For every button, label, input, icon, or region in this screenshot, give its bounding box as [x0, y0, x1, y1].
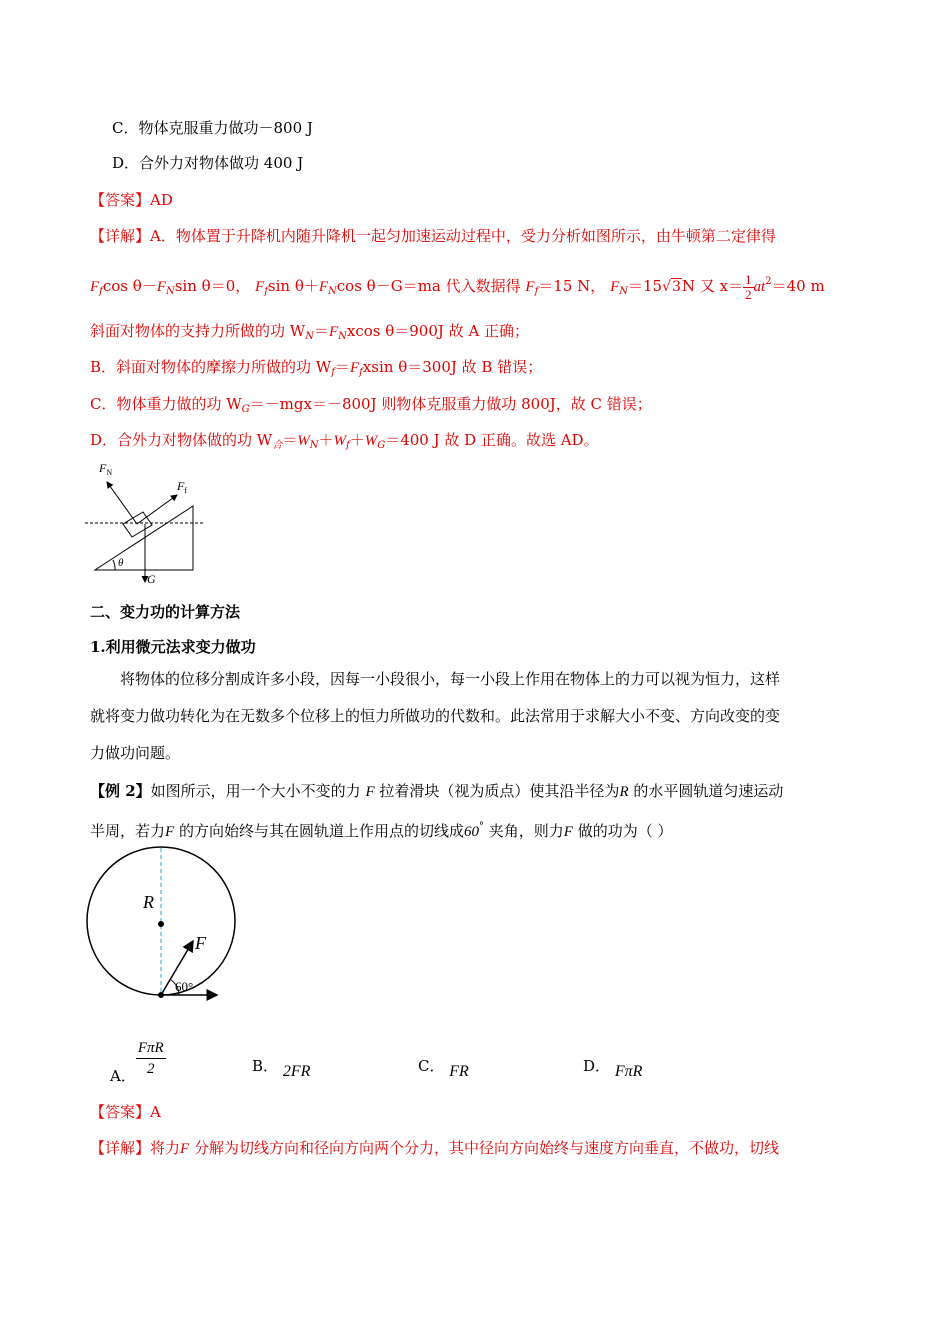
friction-force-arrow — [137, 495, 177, 524]
fraction-half: $\frac{1}{2}$ — [745, 271, 752, 302]
sub-n: N — [165, 286, 175, 297]
option-d-circle[interactable]: D． FπR — [583, 1057, 643, 1080]
sub-n2: N — [328, 286, 337, 297]
angle-arc — [113, 560, 115, 570]
sym-fn3: F — [610, 279, 620, 295]
paragraph-line-2: 就将变力做功转化为在无数多个位移上的恒力所做功的代数和。此法常用于求解大小不变、方向改变的变 — [90, 707, 781, 725]
eq-part-h: at — [753, 279, 766, 295]
detail-line-4: C．物体重力做的功 $W_G=-mgx=-800J$ 则物体克服重力做功 800J，故 C 错误； — [90, 395, 652, 415]
eq-part-e: ＝15 N， — [538, 277, 606, 295]
option-a[interactable]: A． $\frac{\text{FπR}}{2}$ — [110, 1040, 164, 1085]
sub-n3: N — [619, 286, 628, 297]
option-a-fraction: $\frac{\text{FπR}}{2}$ — [137, 1040, 164, 1077]
paragraph-line-3: 力做功问题。 — [90, 744, 181, 762]
example-question-line-2: 半周，若力F 的方向始终与其在圆轨道上作用点的切线成60° 夹角，则力F 做的功为（ ） — [90, 821, 673, 840]
section-title: 二、变力功的计算方法 — [90, 603, 241, 621]
equation-line — [90, 272, 825, 302]
label-fn: $F_N$ — [99, 461, 113, 477]
label-f: F — [195, 933, 206, 953]
detail-line-3: B．斜面对物体的摩擦力所做的功 $W_f=F_fxsin$ θ＝300J 故 B 错误； — [90, 358, 543, 378]
circle-track-diagram — [85, 845, 255, 1015]
detail-line-1: 【详解】A．物体置于升降机内随升降机一起匀加速运动过程中，受力分析如图所示，由牛顿第二定律得 — [90, 227, 776, 245]
incline-force-diagram — [85, 462, 205, 587]
detail-line-5: D．合外力对物体做的功 $W_合=W_N+W_f+W_G=400$ J 故 D 正确。故选 AD。 — [90, 431, 599, 451]
eq-part-i: ＝40 m — [771, 277, 825, 295]
label-r: R — [143, 892, 154, 912]
sqrt-3: √3 — [662, 279, 681, 295]
sym-fn2: F — [318, 279, 329, 295]
label-ff: $F_f$ — [177, 479, 188, 495]
label-theta: θ — [118, 557, 124, 569]
sub-f2: f — [264, 286, 268, 297]
detail-line-2: 斜面对物体的支持力所做的功 $W_N=F_Nxcos$ θ＝900J 故 A 正确； — [90, 322, 530, 342]
paragraph-line-1: 将物体的位移分割成许多小段，因每一小段很小，每一小段上作用在物体上的力可以视为恒力，这样 — [120, 670, 781, 688]
example-detail: 【详解】将力F 分解为切线方向和径向方向两个分力，其中径向方向始终与速度方向垂直，不做功，切线 — [90, 1139, 779, 1157]
eq-part-g: N 又 x＝ — [681, 277, 744, 295]
center-point — [158, 921, 164, 927]
sym-fn: F — [156, 279, 166, 295]
normal-force-arrow — [107, 482, 137, 524]
option-c-circle[interactable]: C． FR — [418, 1057, 469, 1080]
eq-part-c: sin θ＋ — [267, 277, 319, 295]
eq-part-b: sin θ＝0， — [174, 277, 251, 295]
eq-part-d: cos θ－G＝ma 代入数据得 — [336, 277, 521, 295]
example-question-line-1: 【例 2】如图所示，用一个大小不变的力 F 拉着滑块（视为质点）使其沿半径为R 的水平圆轨道匀速运动 — [90, 782, 784, 800]
sub-f: f — [99, 286, 103, 297]
eq-part-f: ＝15 — [627, 277, 663, 295]
option-d: D．合外力对物体做功 400 J — [112, 154, 304, 172]
answer-label: 【答案】AD — [90, 191, 173, 209]
example-label: 【例 2】 — [90, 782, 151, 800]
label-angle: 60° — [175, 979, 194, 994]
option-c: C．物体克服重力做功－800 J — [112, 119, 313, 137]
sym-f: F — [90, 279, 100, 295]
example-answer: 【答案】A — [90, 1103, 161, 1121]
incline-triangle — [95, 506, 193, 570]
section-subtitle: 1.利用微元法求变力做功 — [90, 638, 256, 656]
sym-f3: F — [525, 279, 535, 295]
option-b[interactable]: B． 2FR — [252, 1057, 311, 1080]
eq-part-a: cos θ－ — [102, 277, 157, 295]
label-g: G — [147, 572, 156, 586]
sub-f3: f — [534, 286, 539, 297]
eq-sup-2: 2 — [765, 276, 772, 287]
sym-f2: F — [255, 279, 265, 295]
